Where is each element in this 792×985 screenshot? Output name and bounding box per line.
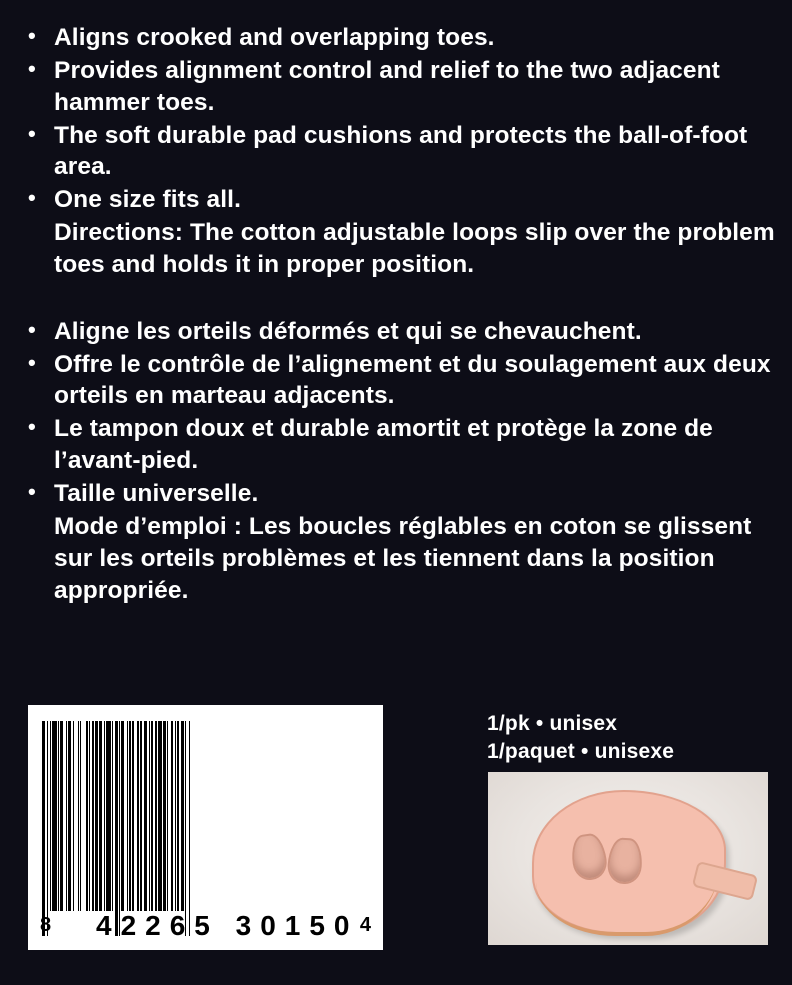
pack-info xyxy=(487,710,674,766)
list-item: • Taille universelle. xyxy=(18,478,780,510)
barcode xyxy=(28,705,383,950)
product-photo xyxy=(488,772,768,945)
barcode-right-digit: 4 xyxy=(359,914,371,936)
language-divider xyxy=(18,282,780,316)
list-item: • Le tampon doux et durable amortit et protège la zone de l’avant-pied. xyxy=(18,413,780,477)
list-item: • One size fits all. xyxy=(18,184,780,216)
barcode-left-digit: 8 xyxy=(40,914,52,936)
pack-info-fr: 1/paquet • unisexe xyxy=(487,739,675,763)
french-bullet-list xyxy=(18,316,780,607)
barcode-bar xyxy=(190,721,191,936)
directions-text: Directions: The cotton adjustable loops slip over the problem toes and holds it in proper position. xyxy=(54,219,775,278)
barcode-digits xyxy=(28,910,383,946)
list-item: • Aligns crooked and overlapping toes. xyxy=(18,22,780,54)
list-item: • Aligne les orteils déformés et qui se chevauchent. xyxy=(18,316,780,348)
list-item: • Offre le contrôle de l’alignement et du soulagement aux deux orteils en marteau adjacents. xyxy=(18,349,780,413)
barcode-middle-digits: 42265 30150 xyxy=(96,910,359,941)
english-bullet-list xyxy=(18,22,780,281)
bottom-section xyxy=(0,700,792,985)
directions-text-fr: Mode d’emploi : Les boucles réglables en coton se glissent sur les orteils problèmes et les tiennent dans la position appropriée. xyxy=(54,512,752,604)
list-item: • The soft durable pad cushions and protects the ball-of-foot area. xyxy=(18,120,780,184)
list-item: • Provides alignment control and relief to the two adjacent hammer toes. xyxy=(18,55,780,119)
barcode-bars xyxy=(42,721,367,911)
pack-info-en: 1/pk • unisex xyxy=(487,712,618,735)
